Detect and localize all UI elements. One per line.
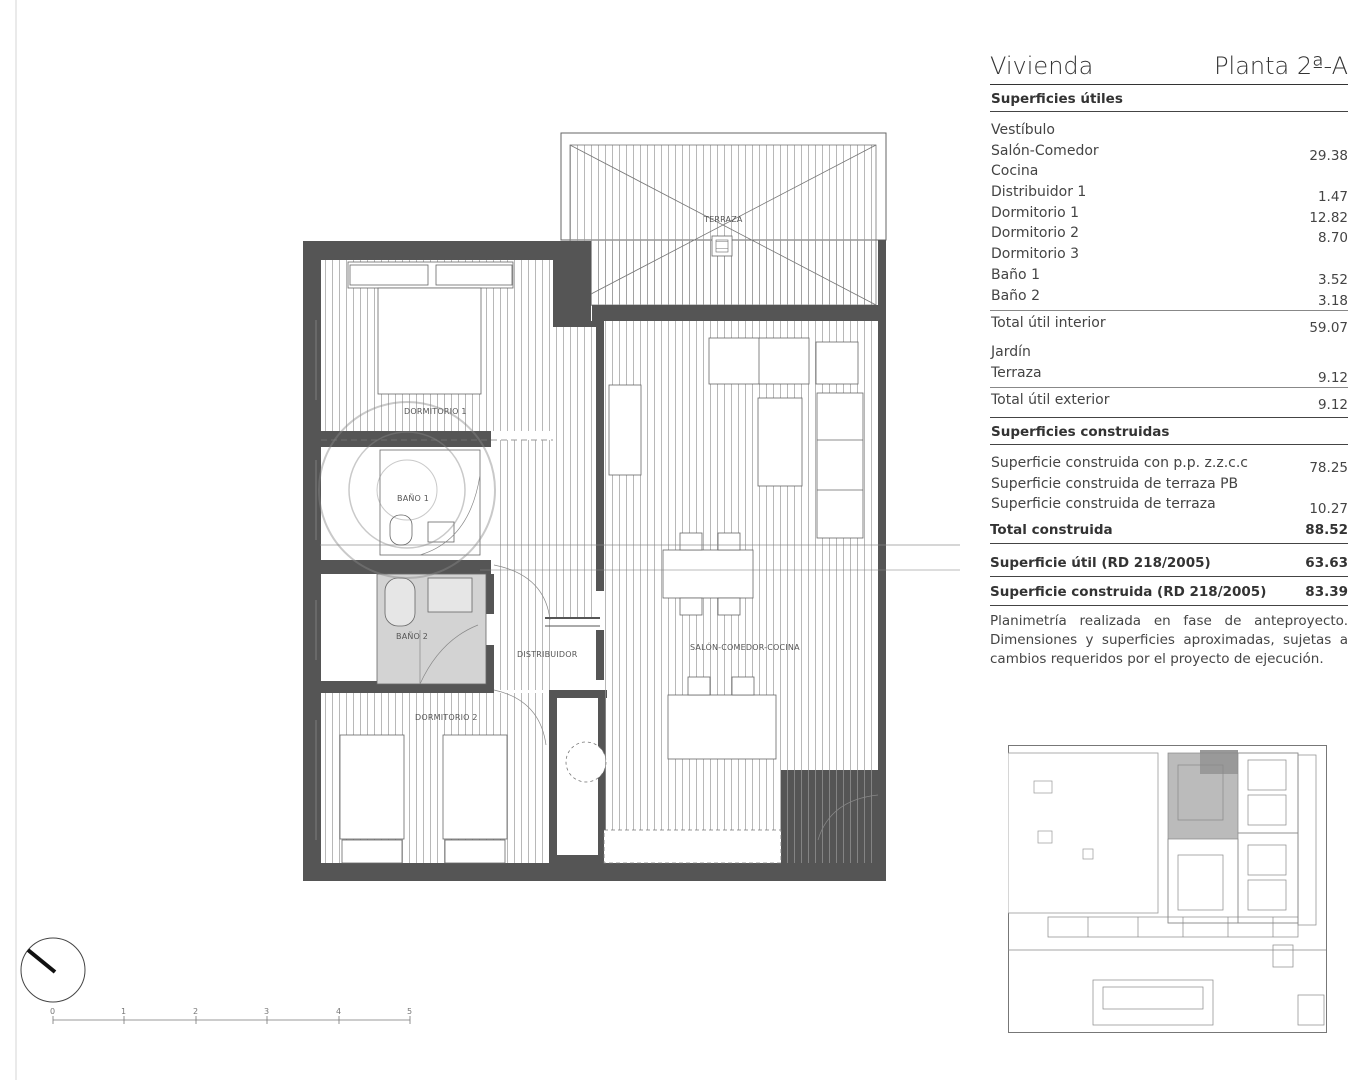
scale-tick-label: 3 <box>264 1007 270 1016</box>
built-heading: Superficies construidas <box>990 418 1348 445</box>
room-bano-2 <box>377 574 486 684</box>
terrace <box>561 133 886 306</box>
table-row: Vestíbulo <box>991 122 1055 138</box>
sheet-header <box>990 40 1348 85</box>
useful-heading: Superficies útiles <box>990 85 1348 112</box>
disclaimer-note: Planimetría realizada en fase de anteproyecto. Dimensiones y superficies aproximadas, sujetas a cambios requeridos por el proyecto de ejecución. <box>990 613 1348 667</box>
table-row: Jardín <box>991 343 1031 360</box>
room-salon-comedor-cocina <box>604 321 878 863</box>
table-row: Terraza 9.12 <box>991 364 1348 386</box>
table-row: Cocina <box>991 163 1039 180</box>
table-row: Baño 1 3.52 <box>991 266 1348 288</box>
room-bano-1 <box>321 447 486 560</box>
room-label-distribuidor: DISTRIBUIDOR <box>517 650 578 659</box>
total-interior-row: Total útil interior 59.07 <box>990 310 1348 334</box>
scale-tick-label: 0 <box>50 1007 56 1016</box>
sheet-plan: Planta 2ª-A <box>1214 52 1348 80</box>
table-row: Dormitorio 1 12.82 <box>991 204 1348 226</box>
room-label-bano-1: BAÑO 1 <box>397 494 430 503</box>
scale-tick-label: 2 <box>193 1007 199 1016</box>
total-built-row: Total construida 88.52 <box>990 515 1348 544</box>
room-label-salon: SALÓN-COMEDOR-COCINA <box>690 643 800 652</box>
key-plan <box>1008 745 1328 1035</box>
table-row: Baño 2 3.18 <box>991 287 1348 309</box>
rd-built-row: Superficie construida (RD 218/2005) 83.39 <box>990 577 1348 606</box>
table-row: Dormitorio 3 <box>991 246 1080 263</box>
table-row: Superficie construida de terraza PB <box>991 475 1239 492</box>
surface-table <box>990 40 1348 669</box>
useful-rows <box>990 120 1348 414</box>
scale-tick-label: 5 <box>407 1007 413 1016</box>
table-row: Distribuidor 1 1.47 <box>991 184 1348 206</box>
table-row: Dormitorio 2 8.70 <box>991 225 1348 247</box>
scale-bar <box>50 1007 412 1024</box>
table-row: Superficie construida con p.p. z.z.c.c 78.25 <box>991 454 1348 476</box>
rd-util-row: Superficie útil (RD 218/2005) 63.63 <box>990 548 1348 577</box>
built-rows <box>990 453 1348 544</box>
room-label-bano-2: BAÑO 2 <box>396 632 429 641</box>
total-exterior-row: Total útil exterior 9.12 <box>990 387 1348 411</box>
room-label-dormitorio-1: DORMITORIO 1 <box>404 407 467 416</box>
north-arrow-icon <box>21 938 85 1002</box>
room-label-terraza: TERRAZA <box>704 215 743 224</box>
room-dormitorio-2 <box>321 690 549 863</box>
table-row: Salón-Comedor 29.38 <box>991 142 1348 164</box>
sheet-title: Vivienda <box>990 52 1094 80</box>
table-row: Superficie construida de terraza 10.27 <box>991 496 1348 518</box>
scale-tick-label: 4 <box>336 1007 342 1016</box>
room-label-dormitorio-2: DORMITORIO 2 <box>415 713 478 722</box>
room-dormitorio-1 <box>321 260 553 440</box>
scale-tick-label: 1 <box>121 1007 127 1016</box>
